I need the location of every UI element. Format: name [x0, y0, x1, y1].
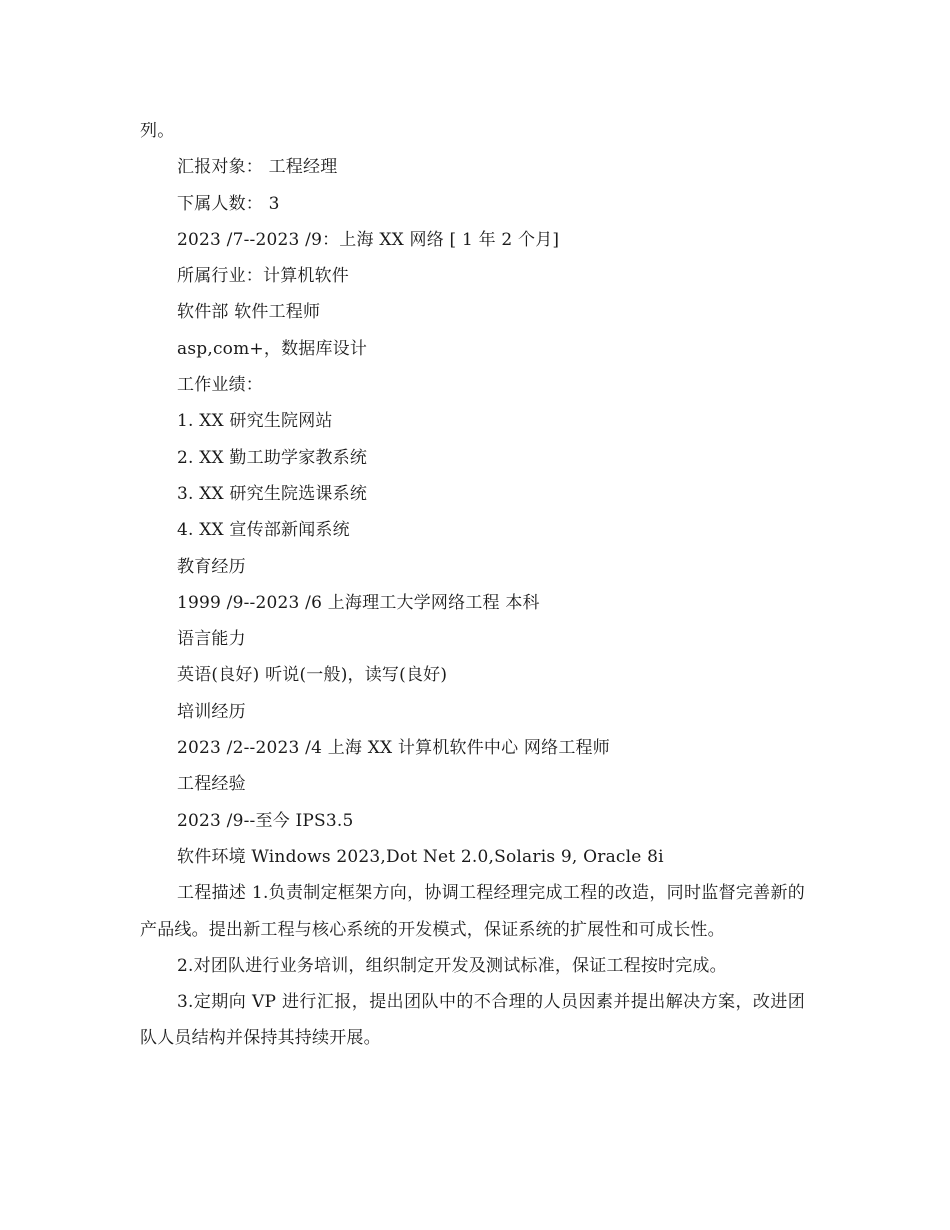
department-title-line: 软件部 软件工程师 — [177, 302, 321, 323]
achievement-item: 2. XX 勤工助学家教系统 — [177, 447, 368, 468]
project-heading: 工程经验 — [177, 774, 246, 795]
software-env-line: 软件环境 Windows 2023,Dot Net 2.0,Solaris 9, Oracle 8i — [177, 846, 664, 867]
skills-line: asp,com+，数据库设计 — [177, 338, 368, 359]
achievement-item: 3. XX 研究生院选课系统 — [177, 483, 368, 504]
reports-to-line: 汇报对象： 工程经理 — [177, 157, 338, 178]
language-entry: 英语(良好) 听说(一般)，读写(良好) — [177, 665, 448, 686]
language-heading: 语言能力 — [177, 629, 246, 650]
training-heading: 培训经历 — [177, 701, 246, 722]
training-entry: 2023 /2--2023 /4 上海 XX 计算机软件中心 网络工程师 — [177, 738, 610, 759]
job-period-line: 2023 /7--2023 /9：上海 XX 网络 [ 1 年 2 个月] — [177, 229, 560, 250]
project-period-line: 2023 /9--至今 IPS3.5 — [177, 810, 354, 831]
project-description-paragraph: 工程描述 1.负责制定框架方向，协调工程经理完成工程的改造，同时监督完善新的产品线。提出新工程与核心系统的开发模式，保证系统的扩展性和可成长性。 — [140, 883, 805, 940]
education-heading: 教育经历 — [177, 556, 246, 577]
text-line: 列。 — [140, 121, 175, 141]
document-body — [140, 113, 805, 1057]
education-entry: 1999 /9--2023 /6 上海理工大学网络工程 本科 — [177, 592, 540, 613]
reporting-duty-paragraph: 3.定期向 VP 进行汇报，提出团队中的不合理的人员因素并提出解决方案，改进团队人员结构并保持其持续开展。 — [140, 992, 805, 1049]
industry-line: 所属行业：计算机软件 — [177, 266, 349, 287]
achievement-item: 4. XX 宣传部新闻系统 — [177, 520, 350, 541]
achievements-heading: 工作业绩： — [177, 375, 263, 396]
subordinates-line: 下属人数： 3 — [177, 193, 280, 214]
achievement-item: 1. XX 研究生院网站 — [177, 411, 333, 432]
training-duty-paragraph: 2.对团队进行业务培训，组织制定开发及测试标准，保证工程按时完成。 — [177, 955, 727, 976]
